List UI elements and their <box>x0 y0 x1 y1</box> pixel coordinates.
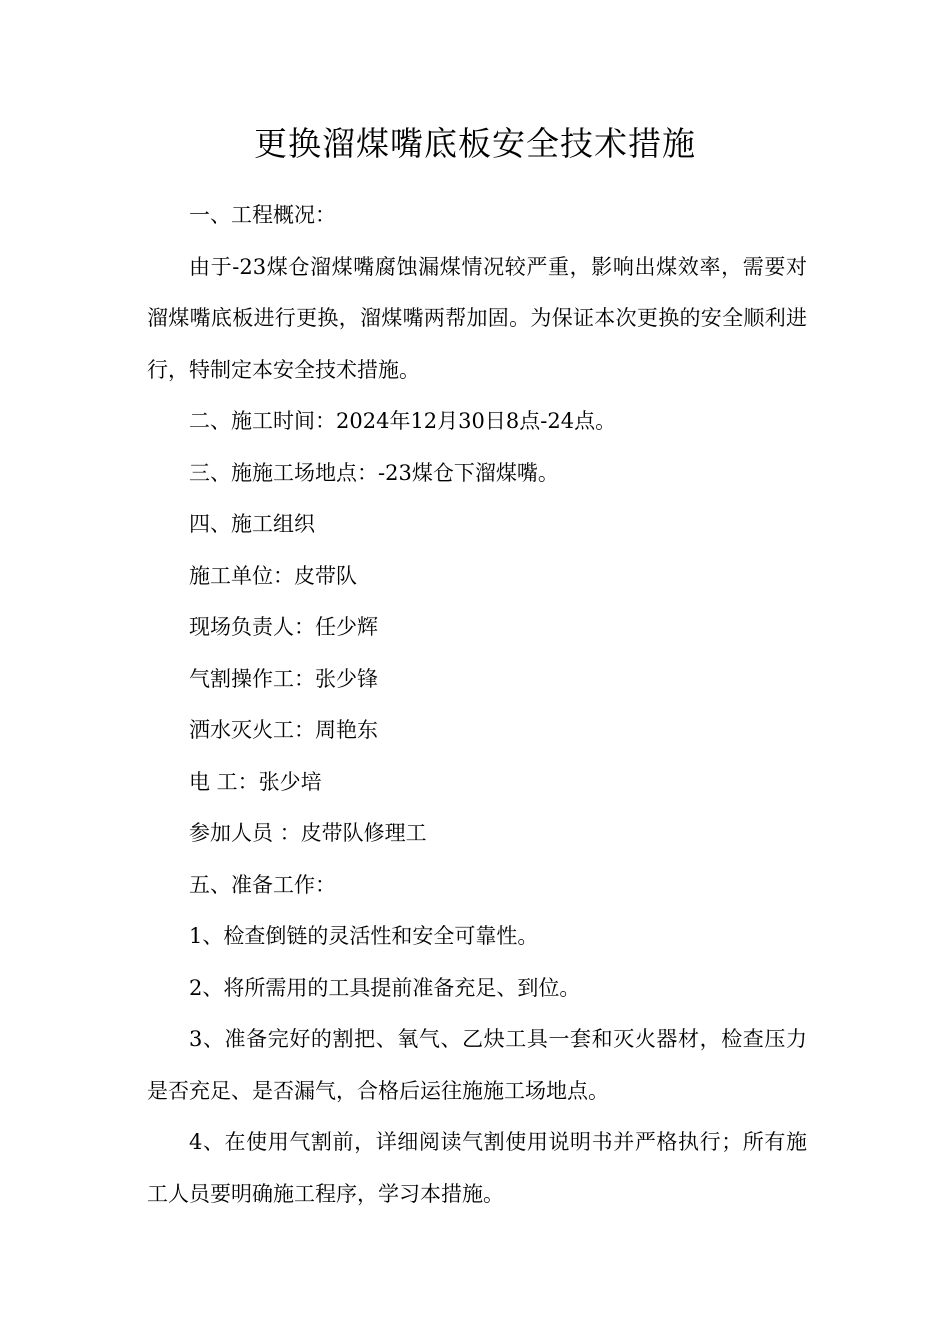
section-heading-preparation: 五、准备工作： <box>189 872 336 897</box>
section-heading-overview: 一、工程概况： <box>189 203 336 227</box>
document-title: 更换溜煤嘴底板安全技术措施 <box>254 124 696 163</box>
preparation-item-2: 2、将所需用的工具提前准备充足、到位。 <box>189 975 581 1000</box>
gas-cutting-operator: 气割操作工：张少锋 <box>189 666 378 691</box>
construction-location: 三、施施工场地点：-23煤仓下溜煤嘴。 <box>189 460 559 485</box>
construction-time: 二、施工时间：2024年12月30日8点-24点。 <box>189 409 617 433</box>
electrician: 电 工：张少培 <box>189 769 322 794</box>
section-heading-organization: 四、施工组织 <box>189 512 315 536</box>
document-body <box>147 190 807 1220</box>
preparation-item-3: 3、准备完好的割把、氧气、乙炔工具一套和灭火器材，检查压力是否充足、是否漏气，合格后运往施施工场地点。 <box>147 1027 807 1103</box>
participants: 参加人员 ：皮带队修理工 <box>189 821 427 845</box>
fire-watch-worker: 洒水灭火工：周艳东 <box>189 718 378 742</box>
construction-unit: 施工单位：皮带队 <box>189 563 357 588</box>
site-supervisor: 现场负责人：任少辉 <box>189 615 378 639</box>
preparation-item-1: 1、检查倒链的灵活性和安全可靠性。 <box>189 924 539 948</box>
preparation-item-4: 4、在使用气割前，详细阅读气割使用说明书并严格执行；所有施工人员要明确施工程序，学习本措施。 <box>147 1130 807 1206</box>
overview-paragraph: 由于-23煤仓溜煤嘴腐蚀漏煤情况较严重，影响出煤效率，需要对溜煤嘴底板进行更换，溜煤嘴两帮加固。为保证本次更换的安全顺利进行，特制定本安全技术措施。 <box>147 254 807 382</box>
